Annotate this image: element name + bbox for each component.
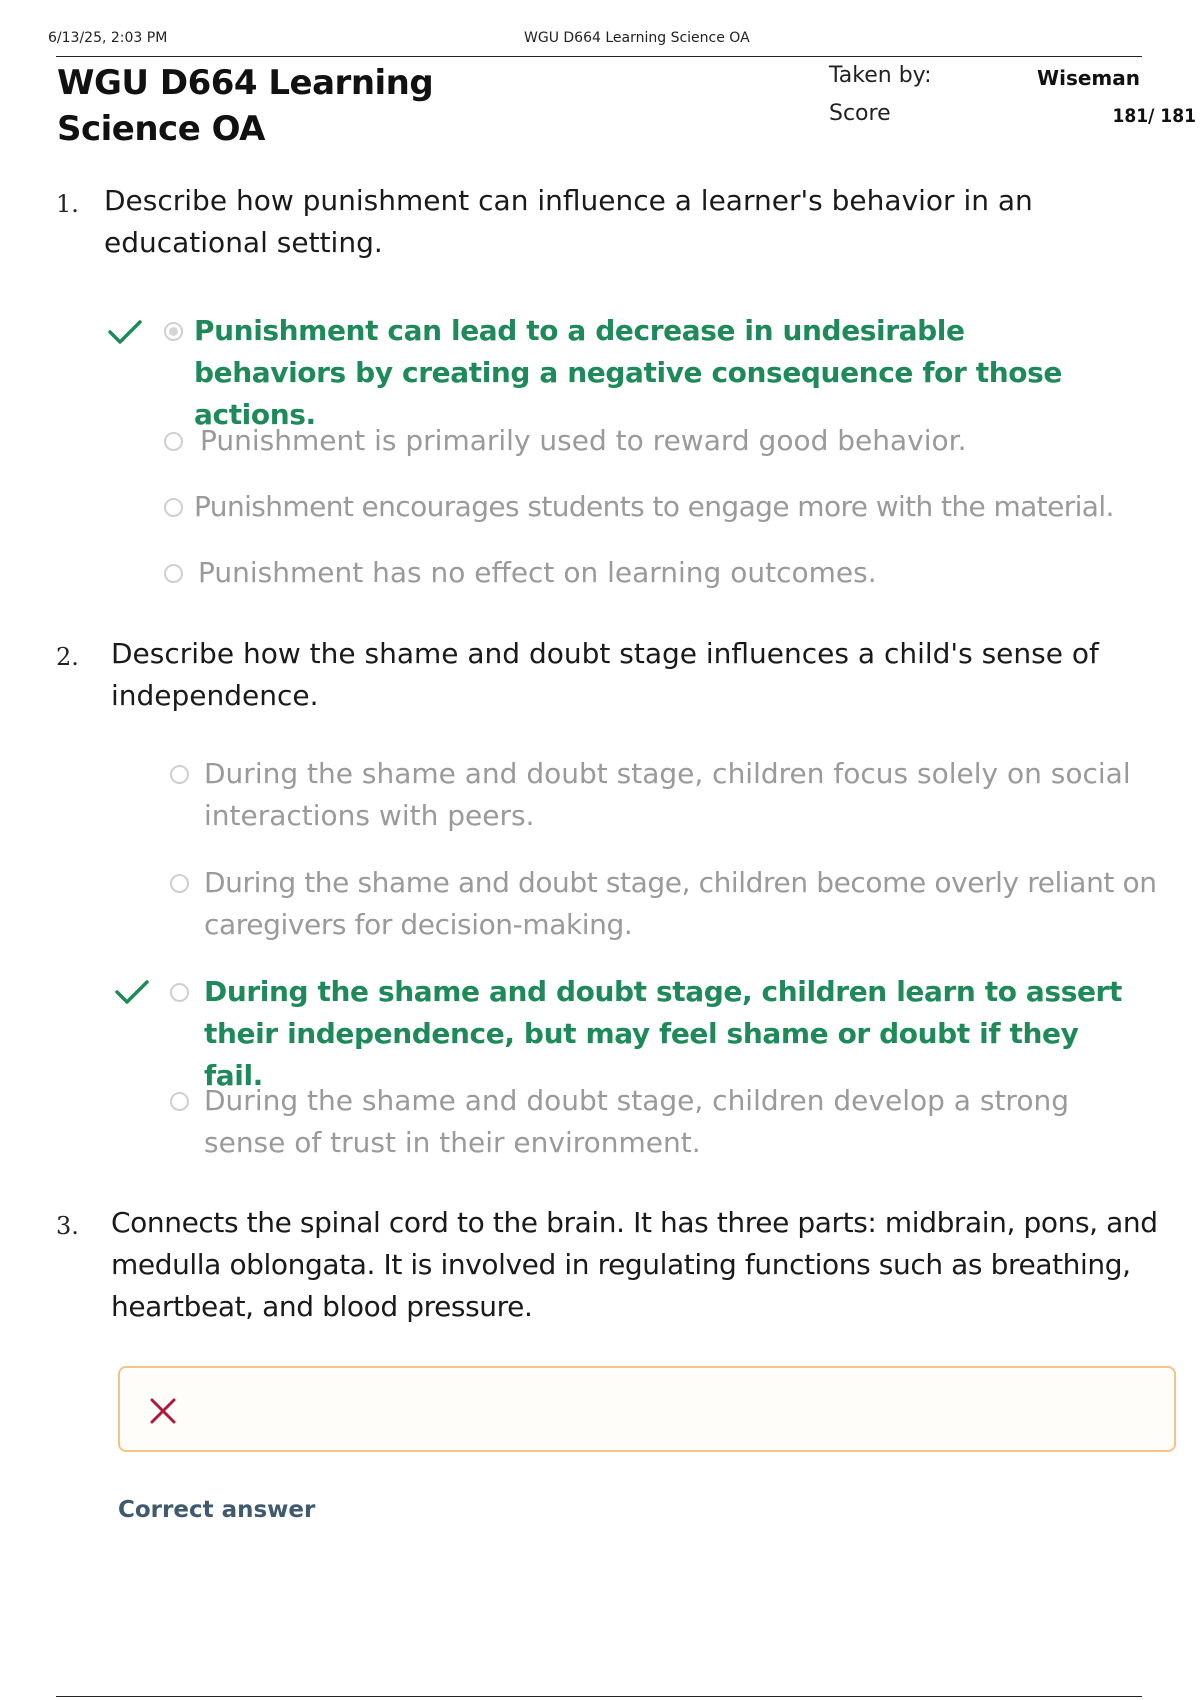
option-radio[interactable]	[164, 432, 183, 451]
question-text: Connects the spinal cord to the brain. It has three parts: midbrain, pons, and medulla oblongata. It is involved in regulating functions such as breathing, heartbeat, and blood pressure.	[111, 1206, 1158, 1323]
option-radio[interactable]	[170, 1092, 189, 1111]
option[interactable]: Punishment is primarily used to reward good behavior.	[200, 424, 967, 457]
option-radio[interactable]	[170, 874, 189, 893]
option[interactable]: During the shame and doubt stage, children become overly reliant on caregivers for decision-making.	[204, 866, 1157, 941]
question-number: 2.	[56, 643, 79, 671]
question-text: Describe how the shame and doubt stage influences a child's sense of independence.	[111, 637, 1099, 712]
option-correct[interactable]: During the shame and doubt stage, children learn to assert their independence, but may feel shame or doubt if they fail.	[204, 975, 1122, 1092]
page-title: WGU D664 Learning Science OA	[57, 63, 434, 149]
question-number: 1.	[56, 190, 79, 218]
option[interactable]: Punishment encourages students to engage more with the material.	[194, 490, 1114, 523]
check-icon	[107, 318, 143, 346]
option-radio[interactable]	[164, 498, 183, 517]
taken-by-value: Wiseman	[1037, 66, 1140, 90]
taken-by-label: Taken by:	[829, 63, 932, 88]
option[interactable]: During the shame and doubt stage, children develop a strong sense of trust in their environment.	[204, 1084, 1069, 1159]
question-text: Describe how punishment can influence a learner's behavior in an educational setting.	[104, 184, 1033, 259]
x-icon	[148, 1396, 178, 1426]
print-title: WGU D664 Learning Science OA	[524, 30, 750, 46]
footer-divider	[56, 1696, 1142, 1697]
check-icon	[114, 978, 150, 1006]
option-radio[interactable]	[170, 983, 189, 1002]
print-date: 6/13/25, 2:03 PM	[48, 30, 168, 46]
option-radio[interactable]	[164, 322, 183, 341]
correct-answer-label: Correct answer	[118, 1497, 316, 1523]
header-divider	[56, 56, 1142, 57]
option[interactable]: Punishment has no effect on learning outcomes.	[198, 556, 877, 589]
option-correct[interactable]: Punishment can lead to a decrease in undesirable behaviors by creating a negative consequence for those actions.	[194, 314, 1062, 431]
question-number: 3.	[56, 1212, 79, 1240]
option-radio[interactable]	[170, 765, 189, 784]
print-header	[48, 30, 1140, 50]
option[interactable]: During the shame and doubt stage, children focus solely on social interactions with peers.	[204, 757, 1131, 832]
option-radio[interactable]	[164, 564, 183, 583]
score-label: Score	[829, 101, 891, 126]
score-value: 181/ 181	[1112, 105, 1196, 127]
answer-field[interactable]	[118, 1366, 1176, 1452]
